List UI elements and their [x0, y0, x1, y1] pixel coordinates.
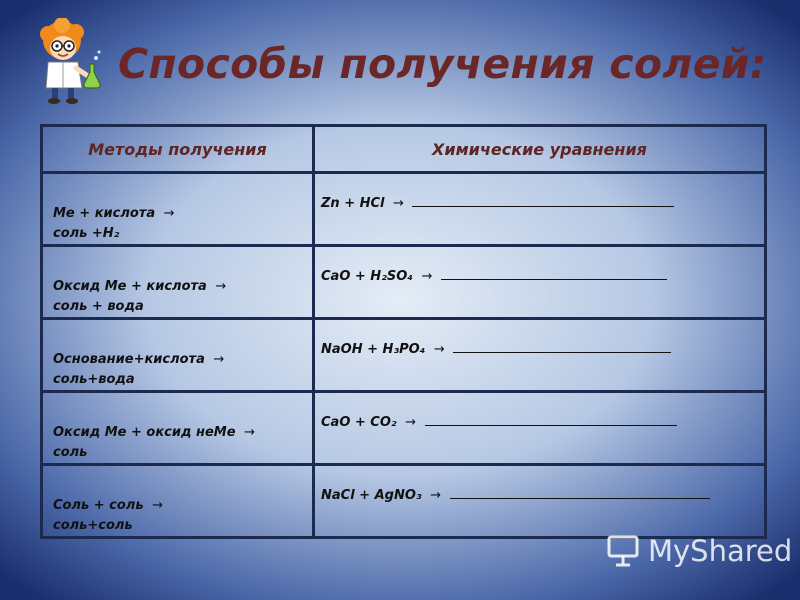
- equation-cell: [314, 392, 766, 465]
- method-cell: [42, 392, 314, 465]
- presentation-screen-icon: [606, 534, 642, 568]
- arrow-right-icon: →: [215, 279, 227, 294]
- table-row: [42, 392, 766, 465]
- arrow-right-icon: →: [421, 269, 433, 284]
- method-line2: соль: [53, 445, 88, 460]
- method-line2: соль +Н₂: [53, 226, 120, 241]
- slide-title: Способы получения солей:: [118, 40, 767, 88]
- method-cell: [42, 246, 314, 319]
- arrow-right-icon: →: [405, 415, 417, 430]
- watermark: [606, 534, 792, 568]
- answer-blank: [453, 340, 671, 353]
- arrow-right-icon: →: [433, 342, 445, 357]
- equation-cell: [314, 465, 766, 538]
- method-cell: [42, 173, 314, 246]
- table-header-row: [42, 126, 766, 173]
- table-row: [42, 173, 766, 246]
- arrow-right-icon: →: [393, 196, 404, 211]
- method-line1: Соль + соль: [53, 498, 144, 513]
- equation-reactants: NaOH + H₃PO₄: [321, 342, 426, 357]
- method-cell: [42, 319, 314, 392]
- equation-reactants: CaO + H₂SO₄: [321, 269, 413, 284]
- method-line1: Ме + кислота: [53, 206, 156, 221]
- answer-blank: [441, 267, 667, 280]
- table-row: [42, 246, 766, 319]
- method-line2: соль+соль: [53, 518, 133, 533]
- method-line2: соль + вода: [53, 299, 144, 314]
- method-line2: соль+вода: [53, 372, 135, 387]
- table-row: [42, 465, 766, 538]
- watermark-text: MyShared: [648, 534, 793, 568]
- equation-cell: [314, 173, 766, 246]
- method-line1: Оксид Ме + оксид неМе: [53, 425, 236, 440]
- header-equations: Химические уравнения: [314, 126, 766, 173]
- arrow-right-icon: →: [430, 488, 442, 503]
- method-line1: Основание+кислота: [53, 352, 205, 367]
- answer-blank: [412, 194, 674, 207]
- answer-blank: [450, 486, 710, 499]
- equation-reactants: NaCl + AgNO₃: [321, 488, 422, 503]
- arrow-right-icon: →: [244, 425, 255, 440]
- equation-reactants: Zn + HCl: [321, 196, 385, 211]
- method-line1: Оксид Ме + кислота: [53, 279, 207, 294]
- method-cell: [42, 465, 314, 538]
- equation-cell: [314, 319, 766, 392]
- scientist-with-flask-icon: [36, 18, 106, 104]
- answer-blank: [425, 413, 677, 426]
- arrow-right-icon: →: [213, 352, 225, 367]
- header-methods: Методы получения: [42, 126, 314, 173]
- table-row: [42, 319, 766, 392]
- equation-cell: [314, 246, 766, 319]
- arrow-right-icon: →: [152, 498, 163, 513]
- salts-methods-table: [40, 124, 767, 539]
- equation-reactants: CaO + CO₂: [321, 415, 397, 430]
- arrow-right-icon: →: [163, 206, 175, 221]
